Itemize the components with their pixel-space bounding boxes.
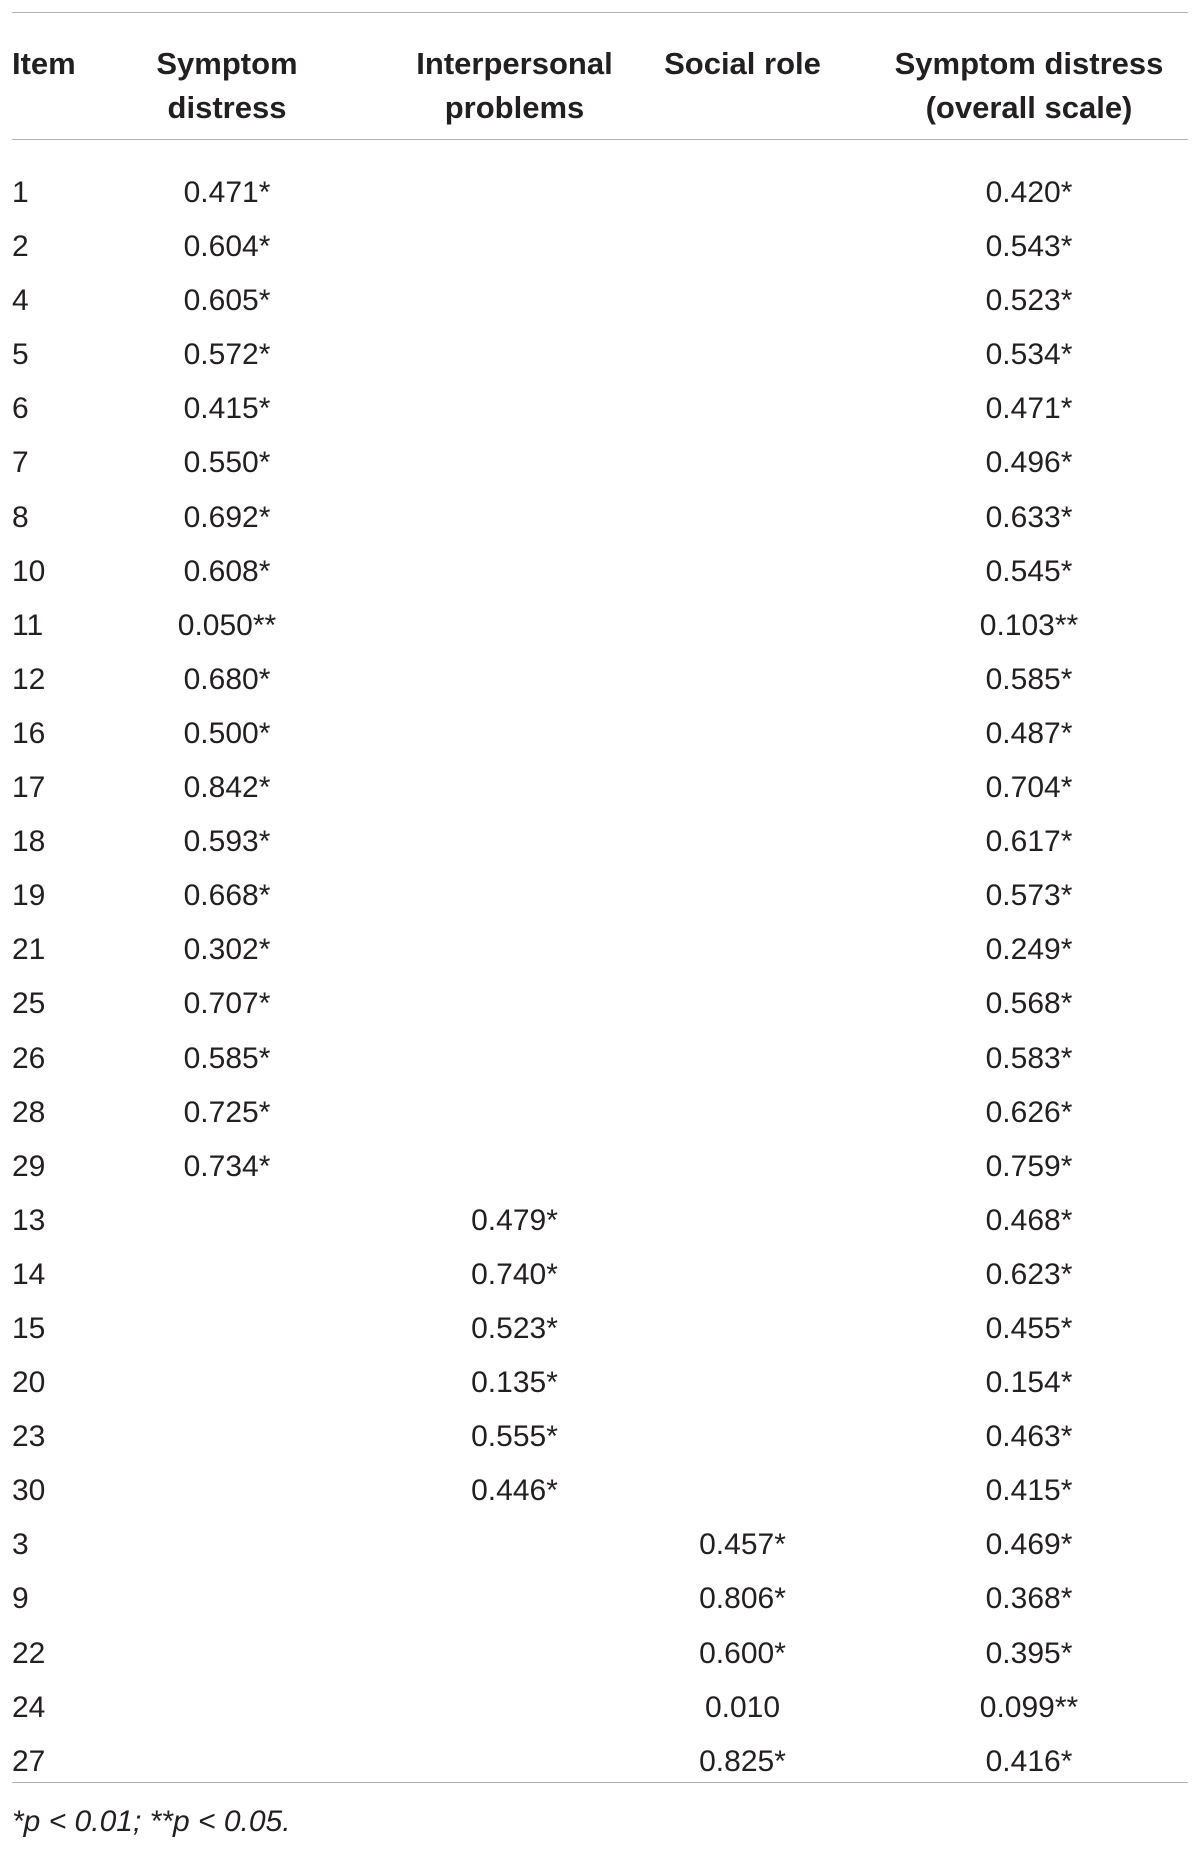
table-row: [12, 436, 1188, 490]
header-item: Item: [12, 46, 76, 81]
row-value-cell-c1: 0.734*: [183, 1149, 271, 1183]
row-value-cell-c4: 0.416*: [985, 1744, 1073, 1778]
row-item-cell: 14: [12, 1257, 46, 1291]
table-row: [12, 328, 1188, 382]
table-header: [12, 12, 1188, 139]
row-value-cell-c4: 0.420*: [985, 176, 1073, 209]
row-item-cell: 20: [12, 1366, 46, 1400]
row-item-cell: 13: [12, 1203, 46, 1237]
row-value-cell-c2: 0.523*: [471, 1311, 558, 1345]
row-value-cell-c1: 0.692*: [183, 500, 271, 534]
row-value-cell-c1: 0.585*: [183, 1041, 271, 1075]
row-value-cell-c4: 0.249*: [985, 933, 1073, 967]
row-item-cell: 11: [12, 608, 44, 642]
table-row: [12, 923, 1188, 977]
header-interpersonal-problems: Interpersonal problems: [416, 46, 613, 125]
row-value-cell-c3: 0.010: [704, 1690, 781, 1724]
row-value-cell-c2: 0.135*: [471, 1366, 558, 1400]
table-row: [12, 1140, 1188, 1194]
table-body: [12, 166, 1188, 1789]
row-value-cell-c4: 0.471*: [985, 392, 1073, 426]
row-value-cell-c4: 0.568*: [985, 987, 1073, 1021]
row-value-cell-c3: 0.806*: [699, 1582, 786, 1616]
row-value-cell-c4: 0.103**: [979, 608, 1079, 642]
table-row: [12, 1572, 1188, 1626]
row-value-cell-c4: 0.759*: [985, 1149, 1073, 1183]
table-row: [12, 491, 1188, 545]
row-value-cell-c4: 0.154*: [985, 1366, 1073, 1400]
row-item-cell: 25: [12, 987, 46, 1021]
table-row: [12, 166, 1188, 220]
row-item-cell: 30: [12, 1474, 46, 1508]
table-row: [12, 1735, 1188, 1789]
row-value-cell-c1: 0.707*: [183, 987, 271, 1021]
row-item-cell: 19: [12, 879, 46, 913]
row-item-cell: 26: [12, 1041, 46, 1075]
row-value-cell-c4: 0.545*: [985, 554, 1073, 588]
row-item-cell: 2: [12, 230, 29, 264]
header-social-role: Social role: [664, 46, 821, 81]
table-row: [12, 220, 1188, 274]
row-item-cell: 29: [12, 1149, 46, 1183]
header-symptom-distress: Symptom distress: [156, 46, 298, 125]
row-value-cell-c4: 0.395*: [985, 1636, 1073, 1670]
row-value-cell-c4: 0.583*: [985, 1041, 1073, 1075]
row-value-cell-c2: 0.740*: [471, 1257, 558, 1291]
row-value-cell-c4: 0.368*: [985, 1582, 1073, 1616]
row-value-cell-c4: 0.463*: [985, 1420, 1073, 1454]
table-row: [12, 382, 1188, 436]
row-value-cell-c1: 0.500*: [183, 716, 271, 750]
row-value-cell-c4: 0.626*: [985, 1095, 1073, 1129]
row-value-cell-c4: 0.487*: [985, 716, 1073, 750]
row-item-cell: 27: [12, 1744, 46, 1778]
row-value-cell-c4: 0.633*: [985, 500, 1073, 534]
table-row: [12, 1086, 1188, 1140]
row-item-cell: 4: [12, 284, 29, 318]
table-row: [12, 869, 1188, 923]
table-row: [12, 1681, 1188, 1735]
table-row: [12, 1302, 1188, 1356]
table-row: [12, 1032, 1188, 1086]
row-item-cell: 12: [12, 662, 46, 696]
row-value-cell-c4: 0.573*: [985, 879, 1073, 913]
table-row: [12, 707, 1188, 761]
row-value-cell-c1: 0.608*: [183, 554, 271, 588]
row-value-cell-c4: 0.469*: [985, 1528, 1073, 1562]
row-value-cell-c4: 0.455*: [985, 1311, 1073, 1345]
row-item-cell: 5: [12, 338, 29, 372]
row-value-cell-c1: 0.550*: [183, 446, 271, 480]
row-value-cell-c4: 0.704*: [985, 771, 1073, 805]
table-row: [12, 815, 1188, 869]
row-value-cell-c4: 0.523*: [985, 284, 1073, 318]
table-header-rule: [12, 139, 1188, 140]
table-row: [12, 1356, 1188, 1410]
row-item-cell: 9: [12, 1582, 29, 1616]
row-value-cell-c4: 0.585*: [985, 662, 1073, 696]
table-row: [12, 761, 1188, 815]
row-value-cell-c4: 0.415*: [985, 1474, 1073, 1508]
row-item-cell: 21: [12, 933, 46, 967]
row-item-cell: 16: [12, 716, 46, 750]
row-value-cell-c1: 0.680*: [183, 662, 271, 696]
row-value-cell-c4: 0.496*: [985, 446, 1073, 480]
row-value-cell-c1: 0.668*: [183, 879, 271, 913]
row-item-cell: 18: [12, 825, 46, 859]
row-item-cell: 24: [12, 1690, 46, 1724]
row-item-cell: 7: [12, 446, 29, 480]
row-value-cell-c3: 0.457*: [699, 1528, 786, 1562]
row-item-cell: 8: [12, 500, 29, 534]
row-value-cell-c1: 0.415*: [183, 392, 271, 426]
row-value-cell-c4: 0.617*: [985, 825, 1073, 859]
row-value-cell-c1: 0.593*: [183, 825, 271, 859]
row-item-cell: 15: [12, 1311, 46, 1345]
row-value-cell-c4: 0.468*: [985, 1203, 1073, 1237]
table-row: [12, 1464, 1188, 1518]
row-value-cell-c4: 0.623*: [985, 1257, 1073, 1291]
row-item-cell: 10: [12, 554, 46, 588]
row-value-cell-c1: 0.050**: [177, 608, 277, 642]
table-row: [12, 1627, 1188, 1681]
table-footnote: *p < 0.01; **p < 0.05.: [12, 1805, 291, 1838]
table-row: [12, 653, 1188, 707]
table-row: [12, 599, 1188, 653]
table-row: [12, 1410, 1188, 1464]
row-item-cell: 28: [12, 1095, 46, 1129]
row-value-cell-c1: 0.842*: [183, 771, 271, 805]
row-value-cell-c1: 0.725*: [183, 1095, 271, 1129]
row-value-cell-c4: 0.543*: [985, 230, 1073, 264]
row-item-cell: 23: [12, 1420, 46, 1454]
table-row: [12, 1194, 1188, 1248]
row-value-cell-c4: 0.534*: [985, 338, 1073, 372]
row-item-cell: 17: [12, 771, 46, 805]
row-value-cell-c1: 0.572*: [183, 338, 271, 372]
row-value-cell-c1: 0.302*: [183, 933, 271, 967]
table-row: [12, 977, 1188, 1031]
row-item-cell: 6: [12, 392, 29, 426]
table-row: [12, 1248, 1188, 1302]
row-value-cell-c1: 0.471*: [183, 176, 271, 209]
row-item-cell: 3: [12, 1528, 29, 1562]
row-value-cell-c2: 0.555*: [471, 1420, 558, 1454]
row-value-cell-c2: 0.479*: [471, 1203, 558, 1237]
row-value-cell-c1: 0.605*: [183, 284, 271, 318]
row-value-cell-c2: 0.446*: [471, 1474, 558, 1508]
table-row: [12, 274, 1188, 328]
row-value-cell-c1: 0.604*: [183, 230, 271, 264]
row-item-cell: 22: [12, 1636, 46, 1670]
row-item-cell: 1: [12, 176, 29, 209]
table-row: [12, 545, 1188, 599]
table-bottom-rule: [12, 1782, 1188, 1783]
header-symptom-distress-overall: Symptom distress (overall scale): [894, 46, 1164, 125]
row-value-cell-c3: 0.825*: [699, 1744, 786, 1778]
row-value-cell-c3: 0.600*: [699, 1636, 786, 1670]
row-value-cell-c4: 0.099**: [979, 1690, 1079, 1724]
table-row: [12, 1518, 1188, 1572]
